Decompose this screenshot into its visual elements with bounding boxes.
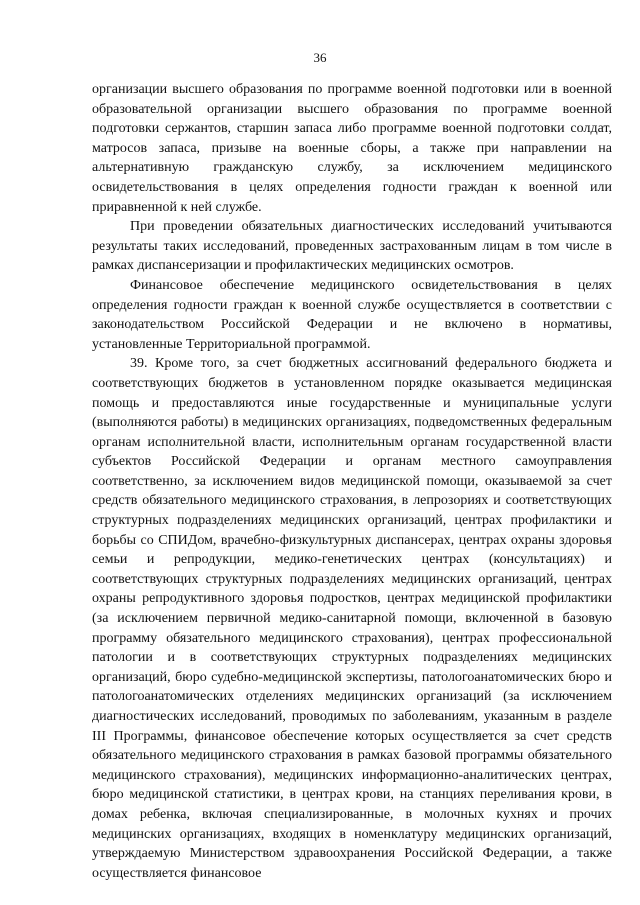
paragraph-item-39: 39. Кроме того, за счет бюджетных ассигнований федерального бюджета и соответствующих бюджетов в установленном порядке оказывается медицинская помощь и предоставляются иные государственные и муниципальные услуги (выполняются работы) в медицинских организациях, подведомственных федеральным органам исполнительной власти, исполнительным органам государственной власти субъектов Российской Федерации и органам местного самоуправления соответственно, за исключением видов медицинской помощи, оказываемой за счет средств обязательного медицинского страхования, в лепрозориях и соответствующих структурных подразделениях медицинских организаций, центрах профилактики и борьбы со СПИДом, врачебно-физкультурных диспансерах, центрах охраны здоровья семьи и репродукции, медико-генетических центрах (консультациях) и соответствующих структурных подразделениях медицинских организаций, центрах охраны репродуктивного здоровья подростков, центрах медицинской профилактики (за исключением первичной медико-санитарной помощи, включенной в базовую программу обязательного медицинского страхования), центрах профессиональной патологии и в соответствующих структурных подразделениях медицинских организаций, бюро судебно-медицинской экспертизы, патологоанатомических бюро и патологоанатомических отделениях медицинских организаций (за исключением диагностических исследований, проводимых по заболеваниям, указанным в разделе III Программы, финансовое обеспечение которых осуществляется за счет средств обязательного медицинского страхования в рамках базовой программы обязательного медицинского страхования), медицинских информационно-аналитических центрах, бюро медицинской статистики, в центрах крови, на станциях переливания крови, в домах ребенка, включая специализированные, в молочных кухнях и прочих медицинских организациях, входящих в номенклатуру медицинских организаций, утверждаемую Министерством здравоохранения Российской Федерации, а также осуществляется финансовое (92, 356, 612, 881)
paragraph-diagnostic-results: При проведении обязательных диагностических исследований учитываются результаты таких исследований, проведенных застрахованным лицам в том числе в рамках диспансеризации и профилактических медицинских осмотров. (92, 219, 612, 274)
paragraph-financial-provision: Финансовое обеспечение медицинского освидетельствования в целях определения годности граждан к военной службе осуществляется в соответствии с законодательством Российской Федерации и не включено в нормативы, установленные Территориальной программой. (92, 277, 612, 352)
document-body (92, 80, 612, 883)
page-number: 36 (313, 50, 327, 65)
paragraph-continuation: организации высшего образования по программе военной подготовки или в военной образовательной организации высшего образования по программе военной подготовки сержантов, старшин запаса либо программе военной подготовки солдат, матросов запаса, призыве на военные сборы, а также при направлении на альтернативную гражданскую службу, за исключением медицинского освидетельствования в целях определения годности граждан к военной или приравненной к ней службе. (92, 82, 612, 215)
